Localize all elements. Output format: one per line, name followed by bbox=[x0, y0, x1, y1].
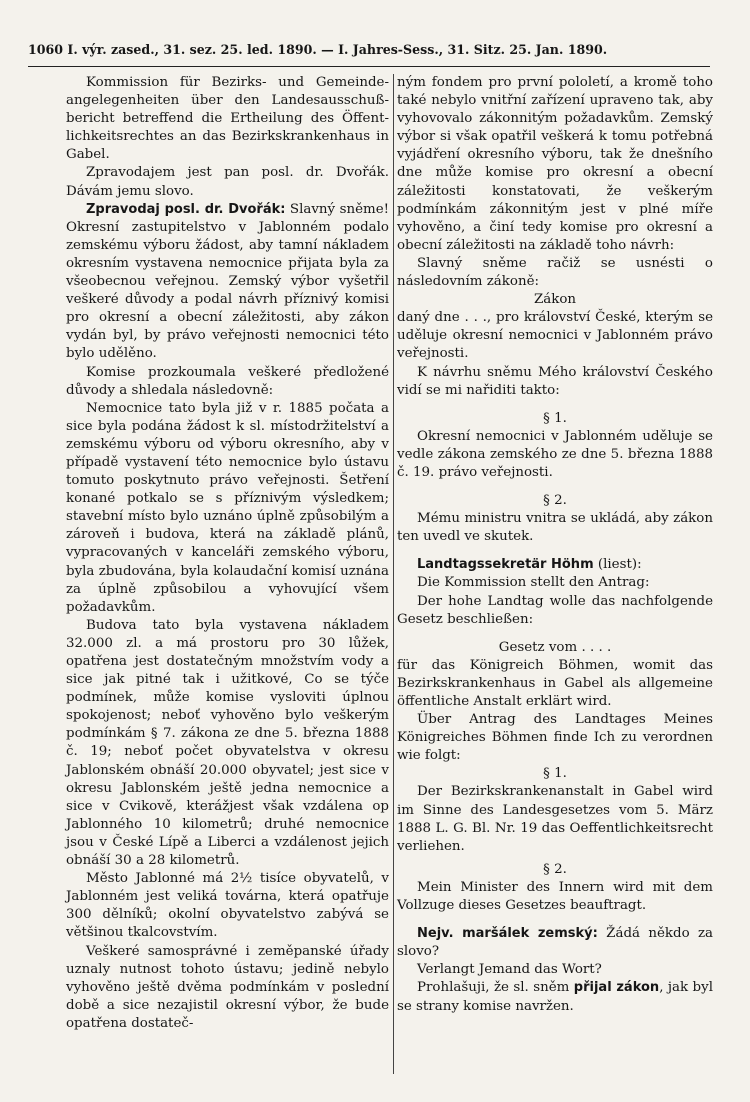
law-title: Gesetz vom . . . . bbox=[498, 639, 612, 655]
paragraph: Město Jablonné má 2½ tisíce obyvatelů, v Jablonném jest veliká továrna, která opatřuje 300 dělníků; okolní obyvatelstvo zabývá se většinou tkalcovstvím. bbox=[66, 871, 389, 941]
paragraph: ným fondem pro první pololetí, a kromě toho také nebylo vnitřní zařízení upraveno tak, aby vyhovovalo zákonnitým požadavkům. Zemský výbor si však opatřil veškerá k tomu potřebná vyjádření okresního výboru, tak že dnešního dne může komise pro okresní a obecní záležitosti konstatovati, že veškerým podmínkám zákonnitým jest v plné míře vyhověno, a činí tedy komise pro okresní a obecní záležitosti na základě toho návrh: bbox=[397, 75, 713, 253]
header-rule bbox=[28, 66, 710, 67]
paragraph: Budova tato byla vystavena nákladem 32.000 zl. a má prostoru pro 30 lůžek, opatřena jest dostatečným množstvím vody a sice jak pitné tak i užitkové, Co se týče podmínek, může komise vysloviti úplnou spokojenost; neboť vyhověno bylo veškerým podmínkám § 7. zákona ze dne 5. března 1888 č. 19; neboť počet obyvatelstva v okresu Jablonském obnáší 20.000 obyvatel; jest sice v okresu Jablonském ještě jedna nemocnice a sice v Cvikově, kterážjest však vzdálena op Jablonného 10 kilometrů; druhé nemocnice jsou v České Lípě a Liberci a vzdálenost jejich obnáší 30 a 28 kilometrů. bbox=[66, 617, 389, 869]
law-title: Zákon bbox=[533, 292, 577, 308]
paragraph bbox=[397, 556, 713, 574]
speaker-name: Zpravodaj posl. dr. Dvořák: bbox=[86, 201, 286, 217]
left-column bbox=[66, 74, 389, 1033]
paragraph bbox=[66, 201, 389, 364]
paragraph: Der hohe Landtag wolle das nachfolgende Gesetz beschließen: bbox=[397, 593, 713, 627]
paragraph: Zpravodajem jest pan posl. dr. Dvořák. Dávám jemu slovo. bbox=[66, 165, 389, 199]
paragraph: K návrhu sněmu Mého království Českého vidí se mi nařiditi takto: bbox=[397, 364, 713, 398]
paragraph: Nemocnice tato byla již v r. 1885 počata a sice byla podána žádost k sl. místodržitelství a zemskému výboru od výboru okresního, aby v případě vystavení této nemocnice bylo ústavu tomuto poskytnuto právo veřejnosti. Šetření konané potkalo se s příznivým výsledkem; stavební místo bylo uznáno úplně způsobilým a zároveň i budova, která na základě plánů, vypracovaných v kanceláři zemského výboru, byla zbudována, byla kolaudační komisí uznána za úplně způsobilou a vyhovující všem požadavkům. bbox=[66, 400, 389, 615]
paragraph: Komise prozkoumala veškeré předložené důvody a shledala následovně: bbox=[66, 364, 389, 398]
paragraph: Die Kommission stellt den Antrag: bbox=[417, 575, 650, 591]
paragraph: Verlangt Jemand das Wort? bbox=[417, 962, 602, 978]
paragraph: Mému ministru vnitra se ukládá, aby zákon ten uvedl ve skutek. bbox=[397, 511, 713, 545]
emphasis-text: přijal zákon bbox=[573, 980, 660, 996]
paragraph: Mein Minister des Innern wird mit dem Vollzuge dieses Gesetzes beauftragt. bbox=[397, 879, 713, 914]
speaker-name: Nejv. maršálek zemský: bbox=[417, 926, 598, 942]
right-column bbox=[397, 74, 713, 1016]
paragraph: Über Antrag des Landtages Meines Königreiches Böhmen finde Ich zu verordnen wie folgt: bbox=[397, 712, 713, 764]
speech-text: , jak byl se strany komise navržen. bbox=[397, 980, 713, 1014]
speech-text: Prohlašuji, že sl. sněm bbox=[417, 980, 570, 996]
speech-text: Žádá někdo za slovo? bbox=[397, 926, 713, 960]
speech-text: (liest): bbox=[597, 557, 642, 573]
paragraph: Kommission für Bezirks- und Gemeinde-angelegenheiten über den Landesausschuß-bericht betreffend die Ertheilung des Öffent-lichkeitsrechtes an das Bezirkskrankenhaus in Gabel. bbox=[66, 75, 389, 163]
speaker-name: Landtagssekretär Höhm bbox=[417, 557, 594, 573]
paragraph: Slavný sněme račiž se usnésti o následovním zákoně: bbox=[397, 255, 713, 290]
paragraph: für das Königreich Böhmen, womit das Bezirkskrankenhaus in Gabel als allgemeine öffentliche Anstalt erklärt wird. bbox=[397, 657, 713, 709]
section-number: § 2. bbox=[543, 493, 567, 509]
paragraph bbox=[397, 979, 713, 1015]
paragraph bbox=[397, 925, 713, 961]
speech-text: Slavný sněme! Okresní zastupitelstvo v Jablonném podalo zemskému výboru žádost, aby tamní nákladem okresním vystavena nemocnice přijata byla za všeobecnou veřejnou. Zemský výbor vyšetřil veškeré důvody a podal návrh příznivý komisi pro okresní a obecní záležitosti, aby zákon vydán byl, by právo veřejnosti nemocnici této bylo udělěno. bbox=[66, 201, 390, 362]
paragraph: Veškeré samosprávné i zeměpanské úřady uznaly nutnost tohoto ústavu; jedině nebylo vyhověno ještě dvěma podmínkám v poslední době a sice nezajistil okresní výbor, že bude opatřena dostateč- bbox=[66, 943, 389, 1031]
paragraph: daný dne . . ., pro království České, kterým se uděluje okresní nemocnici v Jablonném právo veřejnosti. bbox=[397, 310, 713, 362]
section-number: § 2. bbox=[543, 861, 567, 877]
column-divider bbox=[393, 74, 394, 1074]
section-number: § 1. bbox=[543, 766, 567, 782]
section-number: § 1. bbox=[543, 410, 567, 426]
page-header: 1060 I. výr. zased., 31. sez. 25. led. 1890. — I. Jahres-Sess., 31. Sitz. 25. Jan. 1890. bbox=[28, 42, 608, 57]
paragraph: Der Bezirkskrankenanstalt in Gabel wird im Sinne des Landesgesetzes vom 5. März 1888 L. G. Bl. Nr. 19 das Oeffentlichkeitsrecht verliehen. bbox=[397, 784, 713, 854]
paragraph: Okresní nemocnici v Jablonném uděluje se vedle zákona zemského ze dne 5. března 1888 č. 19. právo veřejnosti. bbox=[397, 428, 713, 480]
